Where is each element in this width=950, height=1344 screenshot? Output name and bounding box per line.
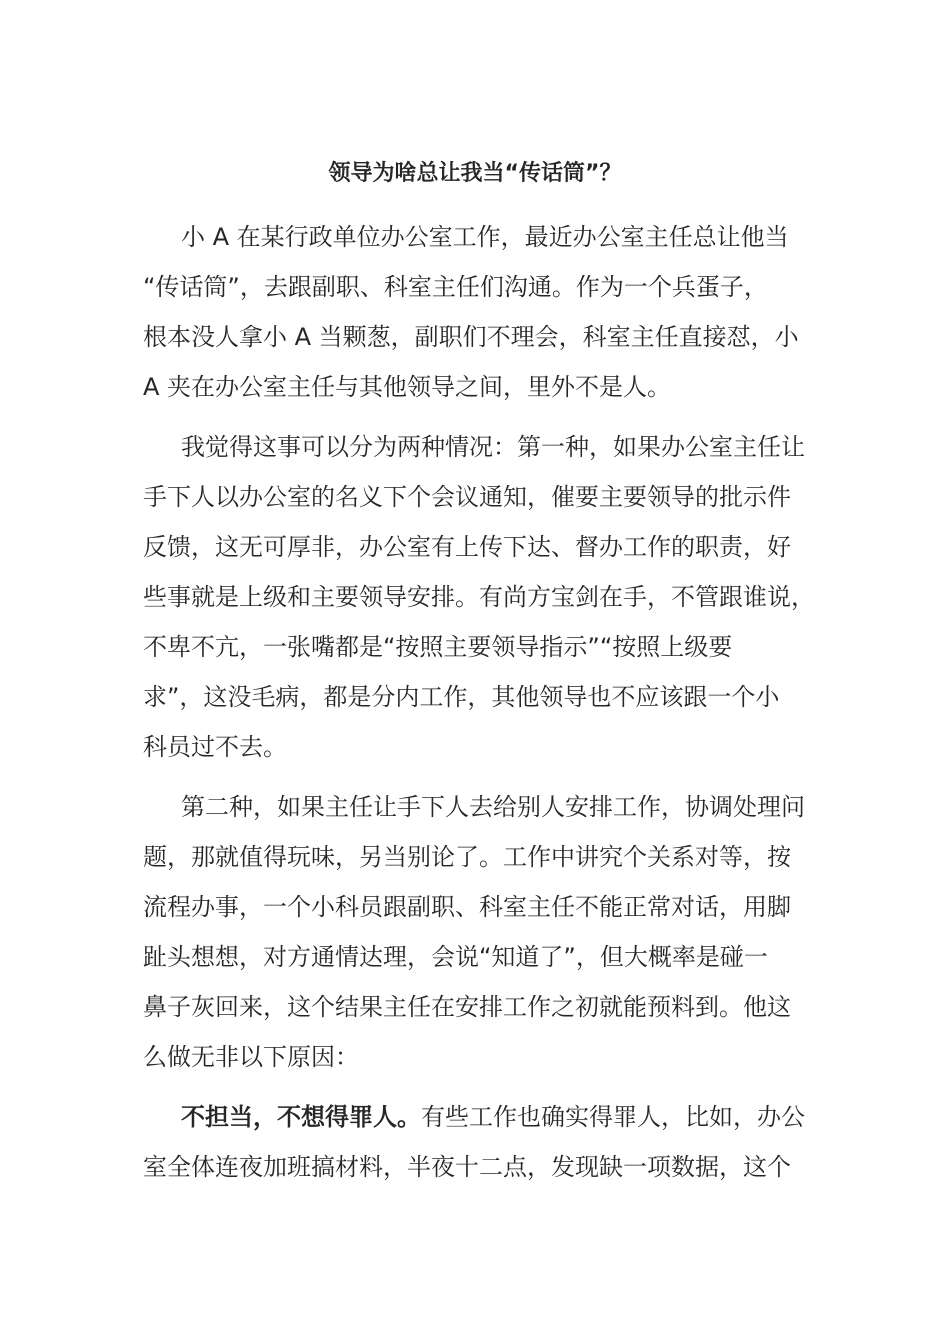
text-line: 流程办事，一个小科员跟副职、科室主任不能正常对话，用脚 (143, 893, 791, 921)
text-line: 小 A 在某行政单位办公室工作，最近办公室主任总让他当 (181, 223, 789, 251)
text-line: 趾头想想，对方通情达理，会说“知道了”，但大概率是碰一 (143, 943, 768, 971)
text-line: 鼻子灰回来，这个结果主任在安排工作之初就能预料到。他这 (143, 993, 791, 1021)
text-line: 第二种，如果主任让手下人去给别人安排工作，协调处理问 (181, 793, 805, 821)
paragraph-1 (143, 212, 808, 412)
text-line: 么做无非以下原因： (143, 1043, 359, 1071)
text-line: 根本没人拿小 A 当颗葱，副职们不理会，科室主任直接怼，小 (143, 323, 799, 351)
text-line (143, 1092, 808, 1142)
document-title: 领导为啥总让我当“传话筒”？ (328, 161, 622, 186)
text-line: 些事就是上级和主要领导安排。有尚方宝剑在手，不管跟谁说， (143, 583, 815, 611)
text-line: 求”，这没毛病，都是分内工作，其他领导也不应该跟一个小 (143, 683, 780, 711)
text-line: “传话筒”，去跟副职、科室主任们沟通。作为一个兵蛋子， (143, 273, 768, 301)
lead-rest: 有些工作也确实得罪人，比如，办公 (421, 1103, 805, 1131)
text-line: 室全体连夜加班搞材料，半夜十二点，发现缺一项数据，这个 (143, 1153, 791, 1181)
paragraph-4 (143, 1092, 808, 1192)
text-line: 我觉得这事可以分为两种情况：第一种，如果办公室主任让 (181, 433, 805, 461)
text-line: 科员过不去。 (143, 733, 287, 761)
paragraph-3 (143, 782, 808, 1082)
text-line: 题，那就值得玩味，另当别论了。工作中讲究个关系对等，按 (143, 843, 791, 871)
text-line: 不卑不亢，一张嘴都是“按照主要领导指示”“按照上级要 (143, 633, 733, 661)
bold-lead: 不担当，不想得罪人。 (181, 1103, 421, 1131)
text-line: 手下人以办公室的名义下个会议通知，催要主要领导的批示件 (143, 483, 791, 511)
paragraph-2 (143, 422, 815, 772)
text-line: 反馈，这无可厚非，办公室有上传下达、督办工作的职责，好 (143, 533, 791, 561)
text-line: A 夹在办公室主任与其他领导之间，里外不是人。 (143, 373, 672, 401)
